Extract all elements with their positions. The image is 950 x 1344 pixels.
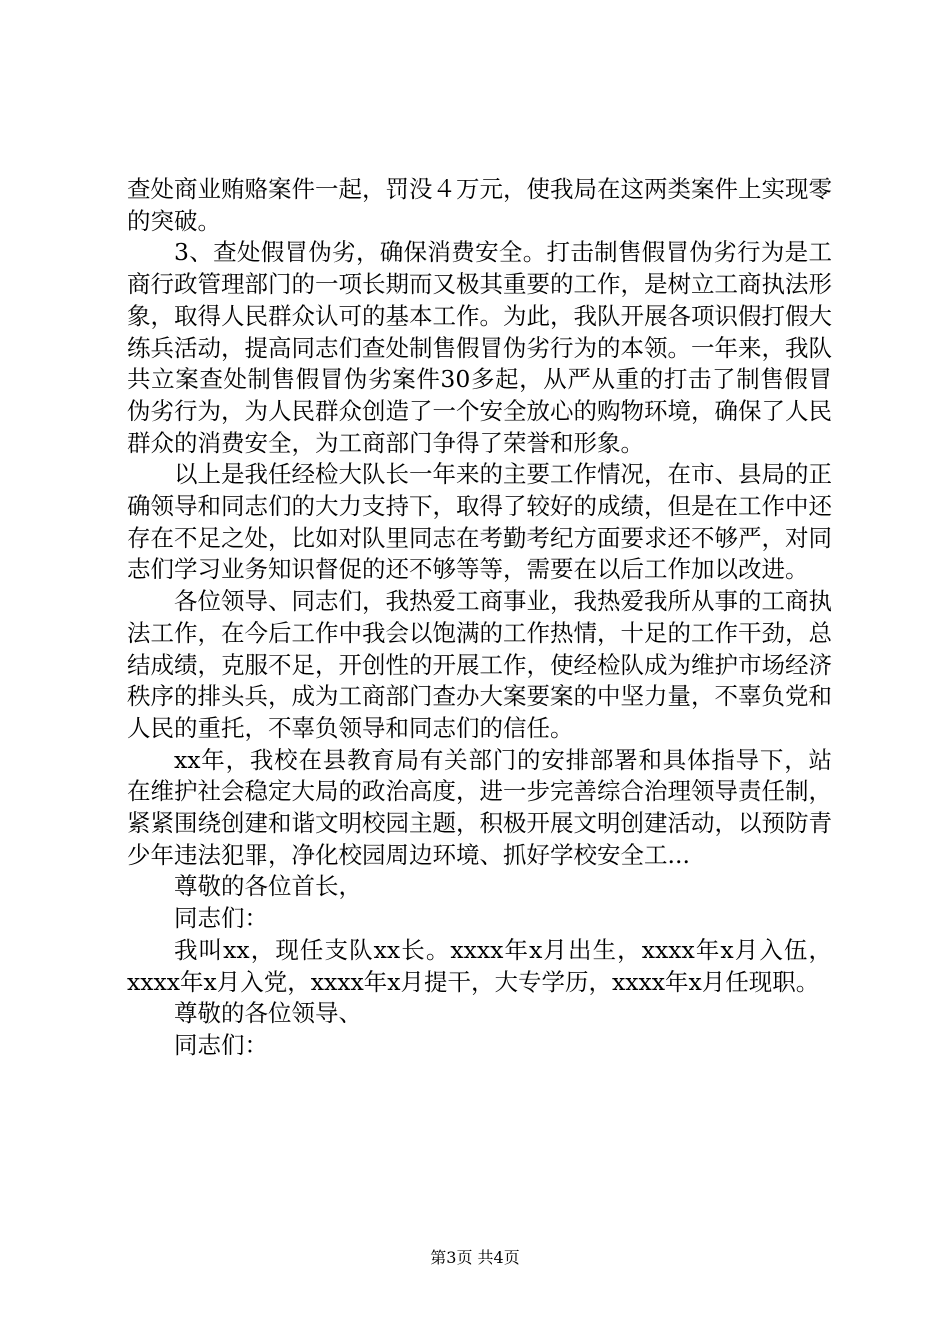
- salutation: 同志们：: [174, 904, 268, 933]
- paragraph: xx年，我校在县教育局有关部门的安排部署和具体指导下，站在维护社会稳定大局的政治高度，进一步完善综合治理领导责任制，紧紧围绕创建和谐文明校园主题，积极开展文明创建活动，以预防青少年违法犯罪，净化校园周边环境、抓好学校安全工...: [127, 745, 832, 869]
- paragraph: 各位领导、同志们，我热爱工商事业，我热爱我所从事的工商执法工作，在今后工作中我会以饱满的工作热情，十足的工作干劲，总结成绩，克服不足，开创性的开展工作，使经检队成为维护市场经济秩序的排头兵，成为工商部门查办大案要案的中坚力量，不辜负党和人民的重托，不辜负领导和同志们的信任。: [127, 587, 832, 742]
- paragraph: 3、查处假冒伪劣，确保消费安全。打击制售假冒伪劣行为是工商行政管理部门的一项长期而又极其重要的工作，是树立工商执法形象，取得人民群众认可的基本工作。为此，我队开展各项识假打假大练兵活动，提高同志们查处制售假冒伪劣行为的本领。一年来，我队共立案查处制售假冒伪劣案件30多起，从严从重的打击了制售假冒伪劣行为，为人民群众创造了一个安全放心的购物环境，确保了人民群众的消费安全，为工商部门争得了荣誉和形象。: [127, 238, 832, 457]
- document-body: [127, 174, 832, 1062]
- paragraph: 我叫xx，现任支队xx长。xxxx年x月出生，xxxx年x月入伍，xxxx年x月入党，xxxx年x月提干，大专学历，xxxx年x月任现职。: [127, 935, 832, 996]
- page-number-footer: 第3页 共4页: [430, 1248, 520, 1267]
- paragraph: 查处商业贿赂案件一起，罚没４万元，使我局在这两类案件上实现零的突破。: [127, 175, 832, 235]
- salutation: 尊敬的各位首长，: [174, 872, 362, 901]
- salutation: 同志们：: [174, 1030, 268, 1059]
- paragraph: 以上是我任经检大队长一年来的主要工作情况，在市、县局的正确领导和同志们的大力支持下，取得了较好的成绩，但是在工作中还存在不足之处，比如对队里同志在考勤考纪方面要求还不够严，对同志们学习业务知识督促的还不够等等，需要在以后工作加以改进。: [127, 460, 832, 584]
- salutation: 尊敬的各位领导、: [174, 999, 362, 1028]
